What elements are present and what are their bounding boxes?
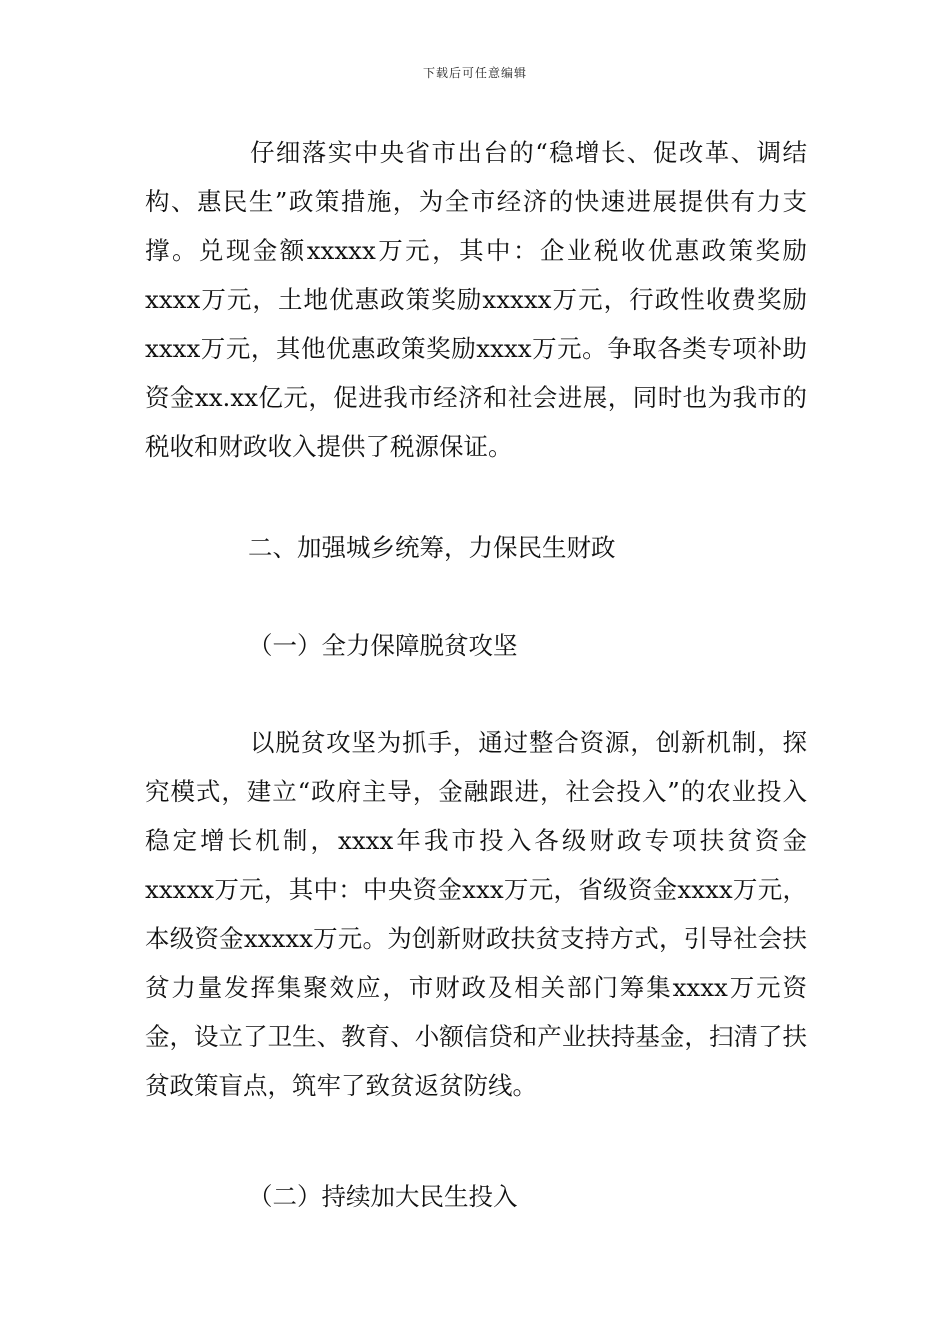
subheading-poverty-alleviation: （一）全力保障脱贫攻坚: [248, 631, 518, 660]
header-note: 下载后可任意编辑: [422, 66, 527, 80]
body-paragraph-poverty-funds: 以脱贫攻坚为抓手，通过整合资源，创新机制，探究模式，建立“政府主导，金融跟进，社会投入”的农业投入稳定增长机制，xxxx年我市投入各级财政专项扶贫资金xxxxx万元，其中：中央资金xxx万元，省级资金xxxx万元，本级资金xxxxx万元。为创新财政扶贫支持方式，引导社会扶贫力量发挥集聚效应，市财政及相关部门筹集xxxx万元资金，设立了卫生、教育、小额信贷和产业扶持基金，扫清了扶贫政策盲点，筑牢了致贫返贫防线。: [145, 728, 807, 1100]
body-paragraph-policy-incentives: 仔细落实中央省市出台的“稳增长、促改革、调结构、惠民生”政策措施，为全市经济的快速进展提供有力支撑。兑现金额xxxxx万元，其中：企业税收优惠政策奖励xxxx万元，土地优惠政策奖励xxxxx万元，行政性收费奖励xxxx万元，其他优惠政策奖励xxxx万元。争取各类专项补助资金xx.xx亿元，促进我市经济和社会进展，同时也为我市的税收和财政收入提供了税源保证。: [145, 138, 807, 461]
subheading-livelihood-investment: （二）持续加大民生投入: [248, 1182, 518, 1211]
section-heading: 二、加强城乡统筹，力保民生财政: [248, 533, 616, 562]
